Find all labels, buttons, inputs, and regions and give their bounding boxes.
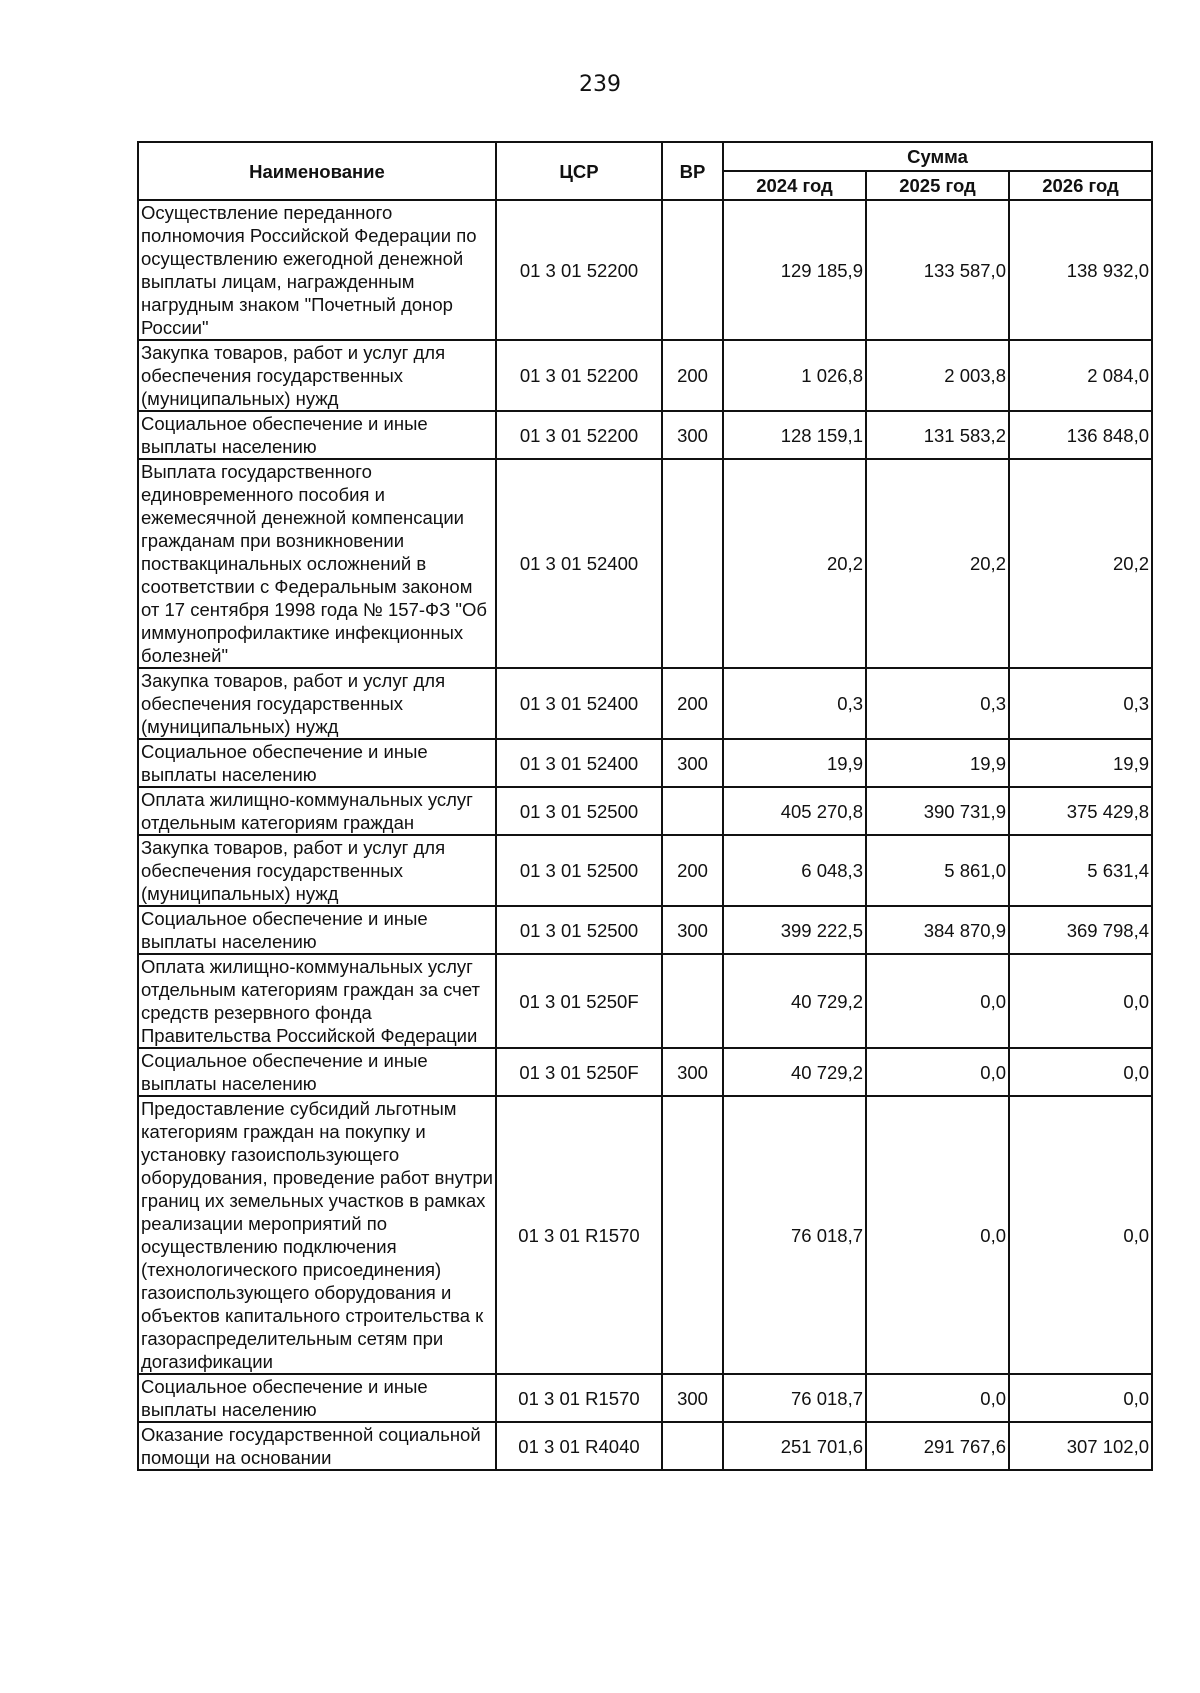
row-amount-2024: 40 729,2 [723, 1048, 866, 1096]
table-row [138, 411, 1152, 459]
row-amount-2025: 390 731,9 [866, 787, 1009, 835]
row-csr: 01 3 01 52500 [496, 906, 662, 954]
row-amount-2024: 399 222,5 [723, 906, 866, 954]
row-csr: 01 3 01 R4040 [496, 1422, 662, 1470]
row-amount-2026: 307 102,0 [1009, 1422, 1152, 1470]
row-amount-2025: 2 003,8 [866, 340, 1009, 411]
row-vr: 300 [662, 1048, 723, 1096]
row-amount-2025: 291 767,6 [866, 1422, 1009, 1470]
row-name: Выплата государственного единовременного пособия и ежемесячной денежной компенсации гражданам при возникновении поствакцинальных осложнений в соответствии с Федеральным законом от 17 сентября 1998 года № 157-ФЗ "Об иммунопрофилактике инфекционных болезней" [138, 459, 496, 668]
row-vr: 200 [662, 668, 723, 739]
row-amount-2026: 19,9 [1009, 739, 1152, 787]
row-amount-2026: 2 084,0 [1009, 340, 1152, 411]
row-vr [662, 200, 723, 340]
row-amount-2025: 0,3 [866, 668, 1009, 739]
row-amount-2025: 5 861,0 [866, 835, 1009, 906]
row-csr: 01 3 01 52500 [496, 835, 662, 906]
table-row [138, 739, 1152, 787]
row-amount-2025: 0,0 [866, 1374, 1009, 1422]
table-row [138, 906, 1152, 954]
row-csr: 01 3 01 52400 [496, 459, 662, 668]
row-csr: 01 3 01 5250F [496, 954, 662, 1048]
row-vr [662, 1096, 723, 1374]
table-row [138, 668, 1152, 739]
row-amount-2026: 136 848,0 [1009, 411, 1152, 459]
row-amount-2024: 251 701,6 [723, 1422, 866, 1470]
row-amount-2025: 0,0 [866, 1096, 1009, 1374]
header-csr: ЦСР [496, 142, 662, 200]
row-vr: 200 [662, 340, 723, 411]
row-amount-2025: 0,0 [866, 954, 1009, 1048]
row-amount-2025: 131 583,2 [866, 411, 1009, 459]
row-vr: 300 [662, 1374, 723, 1422]
row-amount-2024: 1 026,8 [723, 340, 866, 411]
table-row [138, 459, 1152, 668]
row-amount-2026: 0,3 [1009, 668, 1152, 739]
table-row [138, 1422, 1152, 1470]
row-amount-2026: 0,0 [1009, 1096, 1152, 1374]
row-csr: 01 3 01 5250F [496, 1048, 662, 1096]
header-vr: ВР [662, 142, 723, 200]
row-vr: 200 [662, 835, 723, 906]
row-name: Социальное обеспечение и иные выплаты населению [138, 739, 496, 787]
row-amount-2024: 129 185,9 [723, 200, 866, 340]
row-amount-2026: 0,0 [1009, 954, 1152, 1048]
row-name: Закупка товаров, работ и услуг для обеспечения государственных (муниципальных) нужд [138, 835, 496, 906]
row-vr [662, 1422, 723, 1470]
row-amount-2025: 384 870,9 [866, 906, 1009, 954]
row-amount-2025: 133 587,0 [866, 200, 1009, 340]
header-name: Наименование [138, 142, 496, 200]
row-amount-2024: 40 729,2 [723, 954, 866, 1048]
row-vr: 300 [662, 906, 723, 954]
table-row [138, 954, 1152, 1048]
row-name: Предоставление субсидий льготным категориям граждан на покупку и установку газоиспользующего оборудования, проведение работ внутри границ их земельных участков в рамках реализации мероприятий по осуществлению подключения (технологического присоединения) газоиспользующего оборудования и объектов капитального строительства к газораспределительным сетям при догазификации [138, 1096, 496, 1374]
row-csr: 01 3 01 52200 [496, 200, 662, 340]
row-csr: 01 3 01 52200 [496, 411, 662, 459]
table-body [138, 200, 1152, 1470]
row-amount-2024: 76 018,7 [723, 1096, 866, 1374]
row-amount-2024: 405 270,8 [723, 787, 866, 835]
row-amount-2026: 5 631,4 [1009, 835, 1152, 906]
row-amount-2024: 19,9 [723, 739, 866, 787]
table-row [138, 1096, 1152, 1374]
table-row [138, 1374, 1152, 1422]
header-year-2026: 2026 год [1009, 171, 1152, 200]
row-amount-2024: 76 018,7 [723, 1374, 866, 1422]
row-name: Осуществление переданного полномочия Российской Федерации по осуществлению ежегодной денежной выплаты лицам, награжденным нагрудным знаком "Почетный донор России" [138, 200, 496, 340]
row-amount-2025: 20,2 [866, 459, 1009, 668]
header-year-2024: 2024 год [723, 171, 866, 200]
row-amount-2024: 6 048,3 [723, 835, 866, 906]
table-row [138, 200, 1152, 340]
row-amount-2025: 19,9 [866, 739, 1009, 787]
row-amount-2026: 369 798,4 [1009, 906, 1152, 954]
table-row [138, 835, 1152, 906]
row-vr [662, 787, 723, 835]
row-amount-2026: 138 932,0 [1009, 200, 1152, 340]
row-csr: 01 3 01 R1570 [496, 1374, 662, 1422]
row-name: Закупка товаров, работ и услуг для обеспечения государственных (муниципальных) нужд [138, 340, 496, 411]
row-name: Закупка товаров, работ и услуг для обеспечения государственных (муниципальных) нужд [138, 668, 496, 739]
row-name: Социальное обеспечение и иные выплаты населению [138, 906, 496, 954]
row-vr: 300 [662, 739, 723, 787]
row-name: Социальное обеспечение и иные выплаты населению [138, 1048, 496, 1096]
table-row [138, 787, 1152, 835]
row-csr: 01 3 01 52400 [496, 739, 662, 787]
row-name: Социальное обеспечение и иные выплаты населению [138, 411, 496, 459]
row-name: Оказание государственной социальной помощи на основании [138, 1422, 496, 1470]
row-name: Оплата жилищно-коммунальных услуг отдельным категориям граждан [138, 787, 496, 835]
row-amount-2024: 128 159,1 [723, 411, 866, 459]
row-amount-2024: 20,2 [723, 459, 866, 668]
header-year-2025: 2025 год [866, 171, 1009, 200]
row-name: Социальное обеспечение и иные выплаты населению [138, 1374, 496, 1422]
row-csr: 01 3 01 52400 [496, 668, 662, 739]
row-amount-2026: 375 429,8 [1009, 787, 1152, 835]
page-number: 239 [579, 72, 621, 97]
table-row [138, 1048, 1152, 1096]
row-name: Оплата жилищно-коммунальных услуг отдельным категориям граждан за счет средств резервного фонда Правительства Российской Федерации [138, 954, 496, 1048]
row-csr: 01 3 01 52200 [496, 340, 662, 411]
row-amount-2024: 0,3 [723, 668, 866, 739]
header-sum: Сумма [723, 142, 1152, 171]
row-amount-2026: 0,0 [1009, 1374, 1152, 1422]
row-amount-2026: 0,0 [1009, 1048, 1152, 1096]
row-vr [662, 954, 723, 1048]
row-csr: 01 3 01 R1570 [496, 1096, 662, 1374]
row-csr: 01 3 01 52500 [496, 787, 662, 835]
row-amount-2025: 0,0 [866, 1048, 1009, 1096]
row-vr: 300 [662, 411, 723, 459]
budget-table [137, 141, 1153, 1471]
row-vr [662, 459, 723, 668]
row-amount-2026: 20,2 [1009, 459, 1152, 668]
table-row [138, 340, 1152, 411]
